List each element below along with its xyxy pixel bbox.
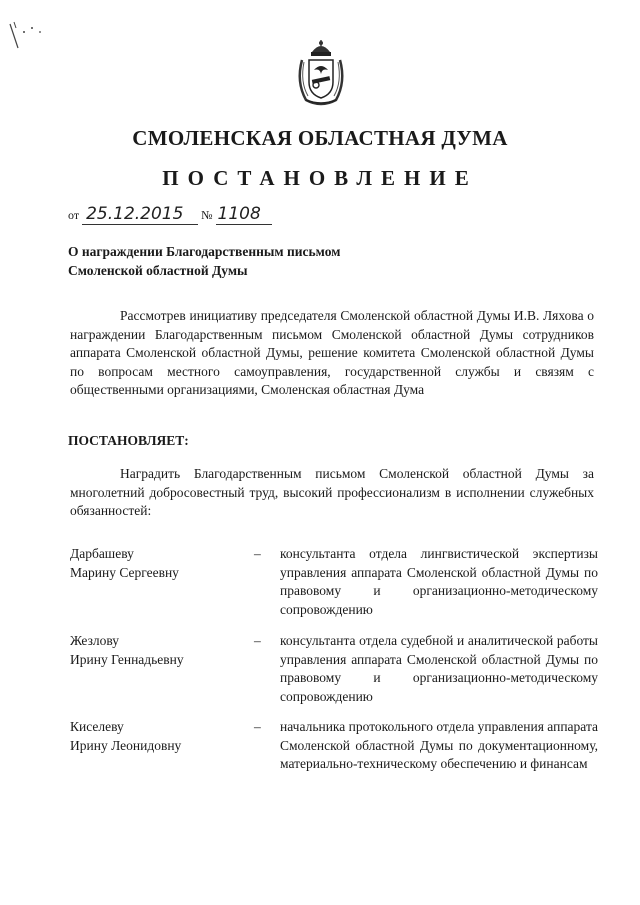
decision-paragraph: Наградить Благодарственным письмом Смоленской областной Думы за многолетний добросовестный труд, высокий профессионализм в исполнении служебных обязанностей: xyxy=(70,466,594,518)
date-prefix: от xyxy=(68,208,80,222)
document-type-title: ПОСТАНОВЛЕНИЕ xyxy=(162,166,478,190)
awardee-name xyxy=(70,632,240,669)
document-subject xyxy=(68,242,340,280)
registration-line xyxy=(68,204,272,225)
subject-line-1: О награждении Благодарственным письмом xyxy=(68,244,341,259)
awardee-dash: – xyxy=(254,633,261,648)
number-prefix: № xyxy=(201,208,213,222)
awardee-name xyxy=(70,545,240,582)
coat-of-arms-emblem xyxy=(292,38,350,110)
awardee-surname: Жезлову xyxy=(70,633,120,648)
organization-title: СМОЛЕНСКАЯ ОБЛАСТНАЯ ДУМА xyxy=(132,126,508,150)
awardee-dash: – xyxy=(254,546,261,561)
awardee-surname: Киселеву xyxy=(70,719,124,734)
awardee-given-names: Марину Сергеевну xyxy=(70,564,179,580)
awardee-surname: Дарбашеву xyxy=(70,546,134,561)
document-number: 1108 xyxy=(216,204,272,225)
awardee-given-names: Ирину Леонидовну xyxy=(70,737,182,753)
awardee-given-names: Ирину Геннадьевну xyxy=(70,651,184,667)
awardee-position: консультанта отдела лингвистической экспертизы управления аппарата Смоленской областной Думы по правовому и организационно-методическому сопровождению xyxy=(280,546,598,617)
subject-line-2: Смоленской областной Думы xyxy=(68,263,248,278)
awardee-position: консультанта отдела судебной и аналитической работы управления аппарата Смоленской областной Думы по правовому и организационно-методическому сопровождению xyxy=(280,633,598,704)
awardee-name xyxy=(70,718,240,755)
awardee-dash: – xyxy=(254,719,261,734)
resolves-heading: ПОСТАНОВЛЯЕТ: xyxy=(68,433,189,448)
awardee-position: начальника протокольного отдела управления аппарата Смоленской областной Думы по документационному, материально-техническому обеспечению и финансам xyxy=(280,719,598,771)
handwritten-mark xyxy=(2,18,46,54)
preamble-paragraph: Рассмотрев инициативу председателя Смоленской областной Думы И.В. Ляхова о награждении Благодарственным письмом Смоленской областной Думы сотрудников аппарата Смоленской областной Думы, решение комитета Смоленской областной Думы по вопросам местного самоуправления, государственной службы и связям с общественными организациями, Смоленская областная Дума xyxy=(70,308,594,397)
document-date: 25.12.2015 xyxy=(82,204,198,225)
